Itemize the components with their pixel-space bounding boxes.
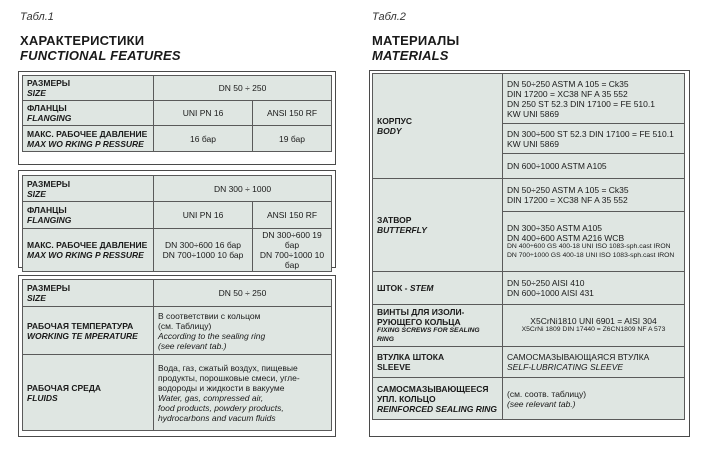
sleeve-label: ВТУЛКА ШТОКА SLEEVE (373, 347, 503, 378)
temperature-value: В соответствии с кольцом (см. Таблицу) According to the sealing ring (see relevant tab.) (154, 307, 332, 355)
table-1-label: Табл.1 (20, 11, 54, 23)
pressure-uni: 16 бар (154, 126, 253, 152)
flanging-ansi: ANSI 150 RF (253, 101, 332, 126)
body-material-small: DN 50÷250 ASTM A 105 = Ck35 DIN 17200 = XC38 NF A 35 552 DN 250 ST 52.3 DIN 17100 = FE 510.1 KW UNI 5869 (503, 74, 685, 124)
sealing-ring-material: (см. соотв. таблицу) (see relevant tab.) (503, 378, 685, 420)
flanging-uni: UNI PN 16 (154, 202, 253, 229)
pressure-ansi: 19 бар (253, 126, 332, 152)
pressure-ansi: DN 300÷600 19 бар DN 700÷1000 10 бар (253, 229, 332, 272)
pressure-label: МАКС. РАБОЧЕЕ ДАВЛЕНИЕ MAX WO RKING P RESSURE (23, 229, 154, 272)
butterfly-material-small: DN 50÷250 ASTM A 105 = Ck35 DIN 17200 = XC38 NF A 35 552 (503, 179, 685, 212)
size-value: DN 50 ÷ 250 (154, 76, 332, 101)
pressure-label: МАКС. РАБОЧЕЕ ДАВЛЕНИЕ MAX WO RKING P RESSURE (23, 126, 154, 152)
materials-title-ru: МАТЕРИАЛЫ (372, 33, 460, 48)
stem-material: DN 50÷250 AISI 410 DN 600÷1000 AISI 431 (503, 272, 685, 305)
screws-label: ВИНТЫ ДЛЯ ИЗОЛИ- РУЮЩЕГО КОЛЬЦА FIXING SCREWS FOR SEALING RING (373, 305, 503, 347)
size-value: DN 50 ÷ 250 (154, 280, 332, 307)
size-label: РАЗМЕРЫ SIZE (23, 280, 154, 307)
sleeve-material: САМОСМАЗЫВАЮЩАЯСЯ ВТУЛКА SELF-LUBRICATING SLEEVE (503, 347, 685, 378)
pressure-uni: DN 300÷600 16 бар DN 700÷1000 10 бар (154, 229, 253, 272)
body-label: КОРПУС BODY (373, 74, 503, 179)
features-table-large (22, 175, 332, 272)
flanging-ansi: ANSI 150 RF (253, 202, 332, 229)
size-label: РАЗМЕРЫ SIZE (23, 176, 154, 202)
features-table-small (22, 75, 332, 152)
temperature-label: РАБОЧАЯ ТЕМПЕРАТУРА WORKING TE MPERATURE (23, 307, 154, 355)
operating-table (22, 279, 332, 431)
flanging-uni: UNI PN 16 (154, 101, 253, 126)
fluids-label: РАБОЧАЯ СРЕДА FLUIDS (23, 355, 154, 431)
fluids-value: Вода, газ, сжатый воздух, пищевые продукты, порошковые смеси, угле- водороды и жидкости в вакууме Water, gas, compressed air, food products, powdery products, hydrocarbons and vacum fluids (154, 355, 332, 431)
flanging-label: ФЛАНЦЫ FLANGING (23, 202, 154, 229)
sealing-ring-label: САМОСМАЗЫВАЮЩЕЕСЯ УПЛ. КОЛЬЦО REINFORCED SEALING RING (373, 378, 503, 420)
size-label: РАЗМЕРЫ SIZE (23, 76, 154, 101)
materials-title-en: MATERIALS (372, 48, 449, 63)
screws-material: X5CrNi1810 UNI 6901 = AISI 304 X5CrNi 1809 DIN 17440 = Z6CN1809 NF A 573 (503, 305, 685, 347)
features-title-en: FUNCTIONAL FEATURES (20, 48, 181, 63)
butterfly-material-large: DN 300÷350 ASTM A105 DN 400÷600 ASTM A216 WCB DN 400÷600 GS 400-18 UNI ISO 1083-sph.cast IRON DN 700÷1000 GS 400-18 UNI ISO 1083-sph.cast IRON (503, 212, 685, 272)
flanging-label: ФЛАНЦЫ FLANGING (23, 101, 154, 126)
butterfly-label: ЗАТВОР BUTTERFLY (373, 179, 503, 272)
materials-table (372, 73, 685, 420)
stem-label: ШТОК - STEM (373, 272, 503, 305)
table-2-label: Табл.2 (372, 11, 406, 23)
body-material-large: DN 600÷1000 ASTM A105 (503, 154, 685, 179)
body-material-mid: DN 300÷500 ST 52.3 DIN 17100 = FE 510.1 KW UNI 5869 (503, 124, 685, 154)
features-title-ru: ХАРАКТЕРИСТИКИ (20, 33, 145, 48)
size-value: DN 300 ÷ 1000 (154, 176, 332, 202)
